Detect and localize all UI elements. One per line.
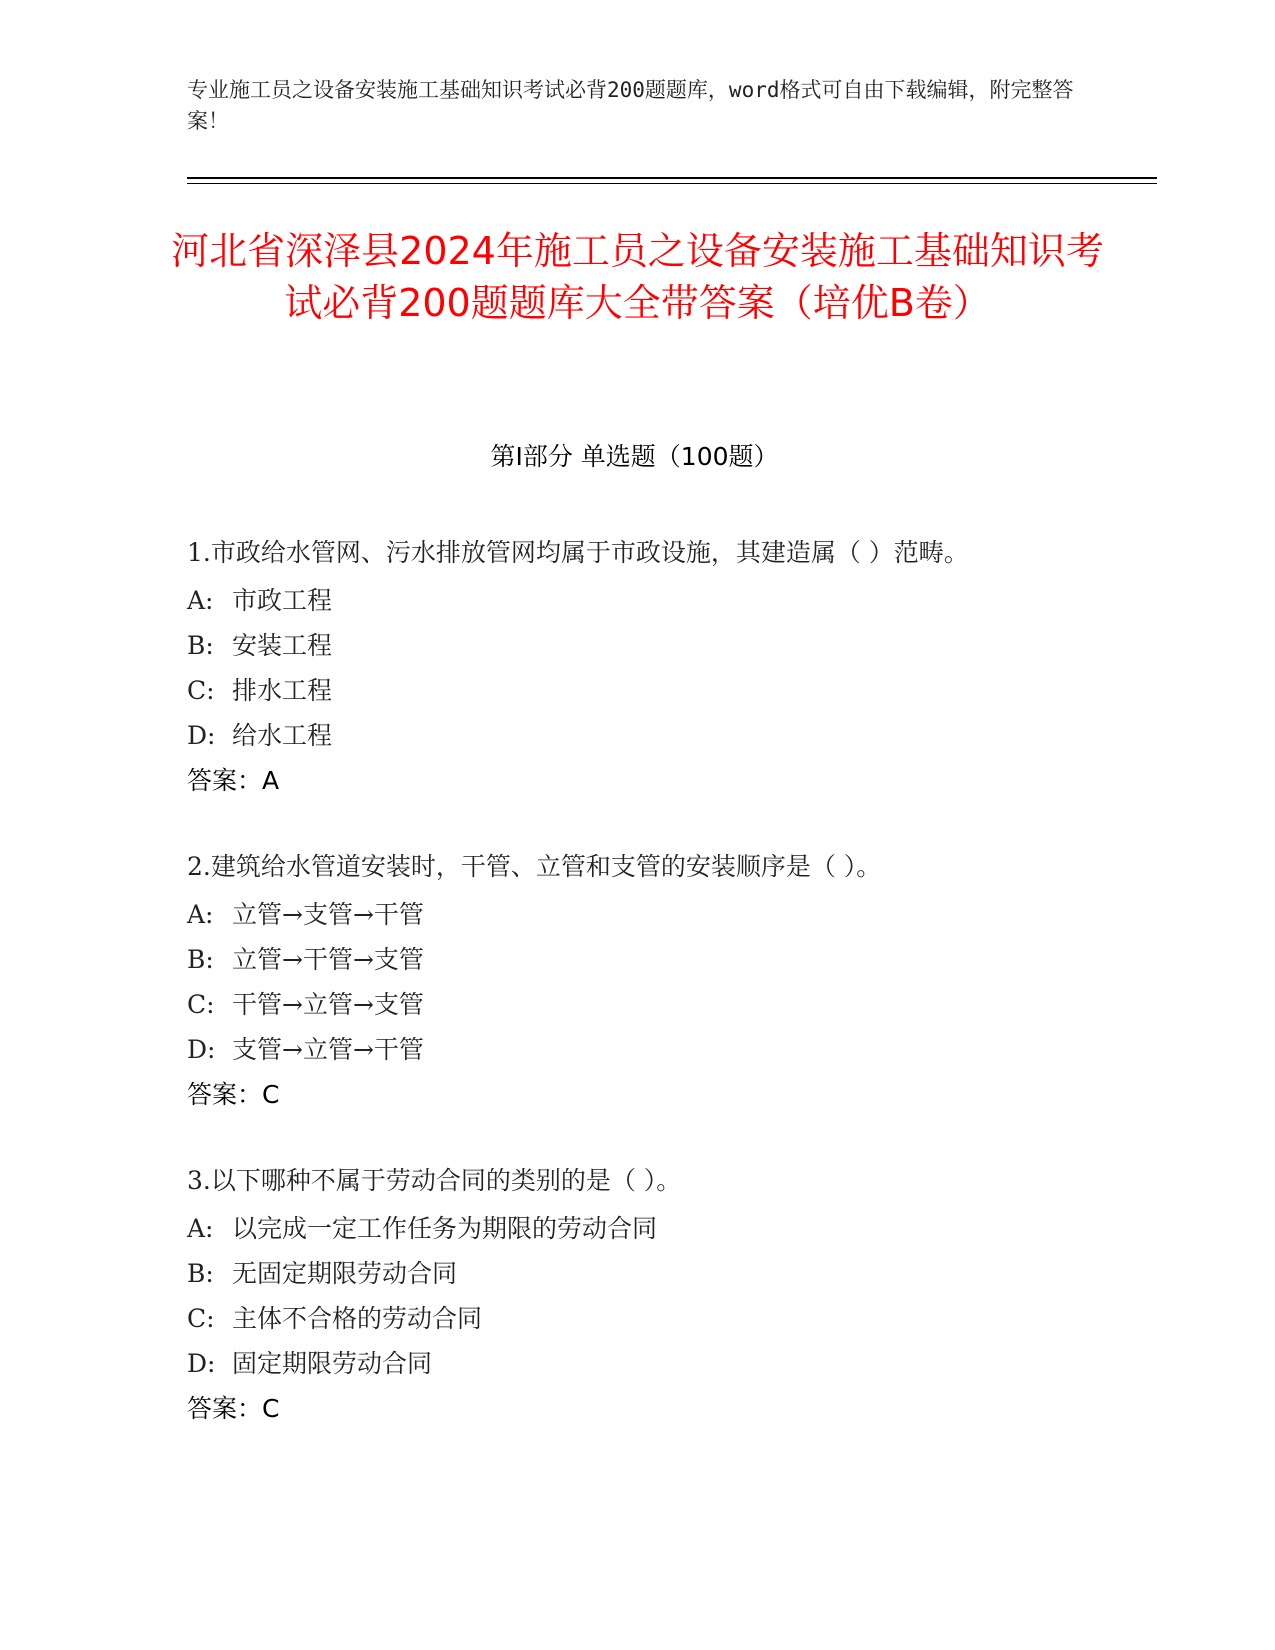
question-stem: 1.市政给水管网、污水排放管网均属于市政设施，其建造属（ ）范畴。 — [187, 538, 969, 567]
option-a — [187, 578, 1067, 623]
option-text: 主体不合格的劳动合同 — [232, 1304, 483, 1333]
header-divider-thin — [187, 183, 1157, 184]
answer-value: A — [262, 766, 280, 795]
header-divider-thick — [187, 177, 1157, 179]
option-key: C: — [187, 990, 215, 1019]
option-key: B: — [187, 945, 214, 974]
option-d — [187, 1341, 1067, 1386]
question-stem: 3.以下哪种不属于劳动合同的类别的是（ ）。 — [187, 1166, 682, 1195]
option-c — [187, 1296, 1067, 1341]
answer-line — [187, 758, 1067, 804]
option-a — [187, 1206, 1067, 1251]
answer-label: 答案： — [187, 1394, 263, 1423]
option-b — [187, 1251, 1067, 1296]
question-3 — [187, 1156, 1067, 1432]
option-text: 干管→立管→支管 — [232, 990, 424, 1019]
option-text: 以完成一定工作任务为期限的劳动合同 — [232, 1214, 658, 1243]
option-key: B: — [187, 631, 214, 660]
option-key: A: — [187, 586, 214, 615]
option-key: A: — [187, 900, 214, 929]
option-a — [187, 892, 1067, 937]
option-key: C: — [187, 1304, 215, 1333]
option-text: 无固定期限劳动合同 — [232, 1259, 458, 1288]
option-key: B: — [187, 1259, 214, 1288]
option-b — [187, 623, 1067, 668]
answer-value: C — [262, 1080, 280, 1109]
question-2 — [187, 842, 1067, 1118]
option-d — [187, 1027, 1067, 1072]
answer-value: C — [262, 1394, 280, 1423]
section-heading: 第I部分 单选题（100题） — [490, 442, 779, 471]
option-text: 立管→支管→干管 — [232, 900, 424, 929]
option-text: 支管→立管→干管 — [232, 1035, 424, 1064]
question-list — [187, 528, 1067, 1470]
option-key: D: — [187, 1349, 216, 1378]
option-key: C: — [187, 676, 215, 705]
option-text: 固定期限劳动合同 — [232, 1349, 433, 1378]
option-b — [187, 937, 1067, 982]
option-c — [187, 982, 1067, 1027]
answer-line — [187, 1386, 1067, 1432]
option-key: D: — [187, 721, 216, 750]
option-text: 市政工程 — [232, 586, 333, 615]
answer-label: 答案： — [187, 766, 263, 795]
answer-label: 答案： — [187, 1080, 263, 1109]
option-c — [187, 668, 1067, 713]
option-text: 安装工程 — [232, 631, 333, 660]
question-stem: 2.建筑给水管道安装时，干管、立管和支管的安装顺序是（ ）。 — [187, 852, 882, 881]
document-title: 河北省深泽县2024年施工员之设备安装施工基础知识考试必背200题题库大全带答案（培优B卷） — [171, 229, 1104, 325]
question-1 — [187, 528, 1067, 804]
answer-line — [187, 1072, 1067, 1118]
option-text: 排水工程 — [232, 676, 333, 705]
option-d — [187, 713, 1067, 758]
header-note: 专业施工员之设备安装施工基础知识考试必背200题题库，word格式可自由下载编辑，附完整答案！ — [187, 78, 1074, 133]
option-key: A: — [187, 1214, 214, 1243]
option-text: 给水工程 — [232, 721, 333, 750]
option-text: 立管→干管→支管 — [232, 945, 424, 974]
option-key: D: — [187, 1035, 216, 1064]
